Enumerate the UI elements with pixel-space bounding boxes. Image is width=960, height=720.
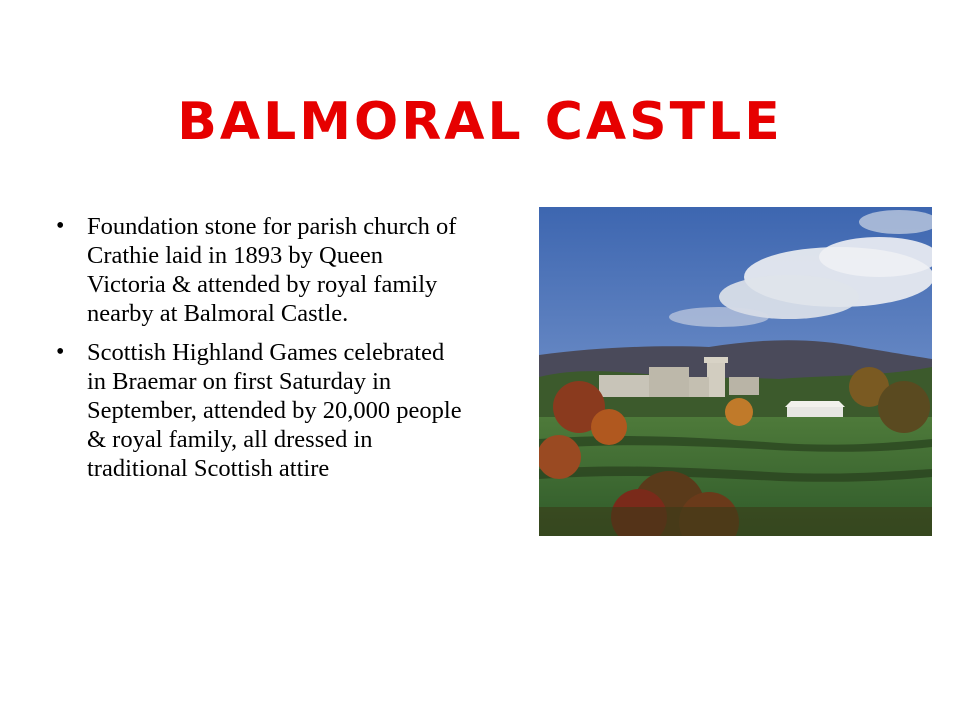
bullet-item [52, 338, 462, 483]
bullet-text: Foundation stone for parish church of Crathie laid in 1893 by Queen Victoria & attended by royal family nearby at Balmoral Castle. [87, 213, 457, 327]
bullet-text: Scottish Highland Games celebrated in Braemar on first Saturday in September, attended by 20,000 people & royal family, all dressed in traditional Scottish attire [87, 339, 462, 482]
bullet-item [52, 212, 462, 328]
slide-title: BALMORAL CASTLE [177, 92, 783, 152]
bullet-icon: • [56, 213, 65, 239]
bullet-icon: • [56, 339, 65, 365]
bullet-list [52, 212, 462, 493]
castle-photo [539, 207, 932, 536]
